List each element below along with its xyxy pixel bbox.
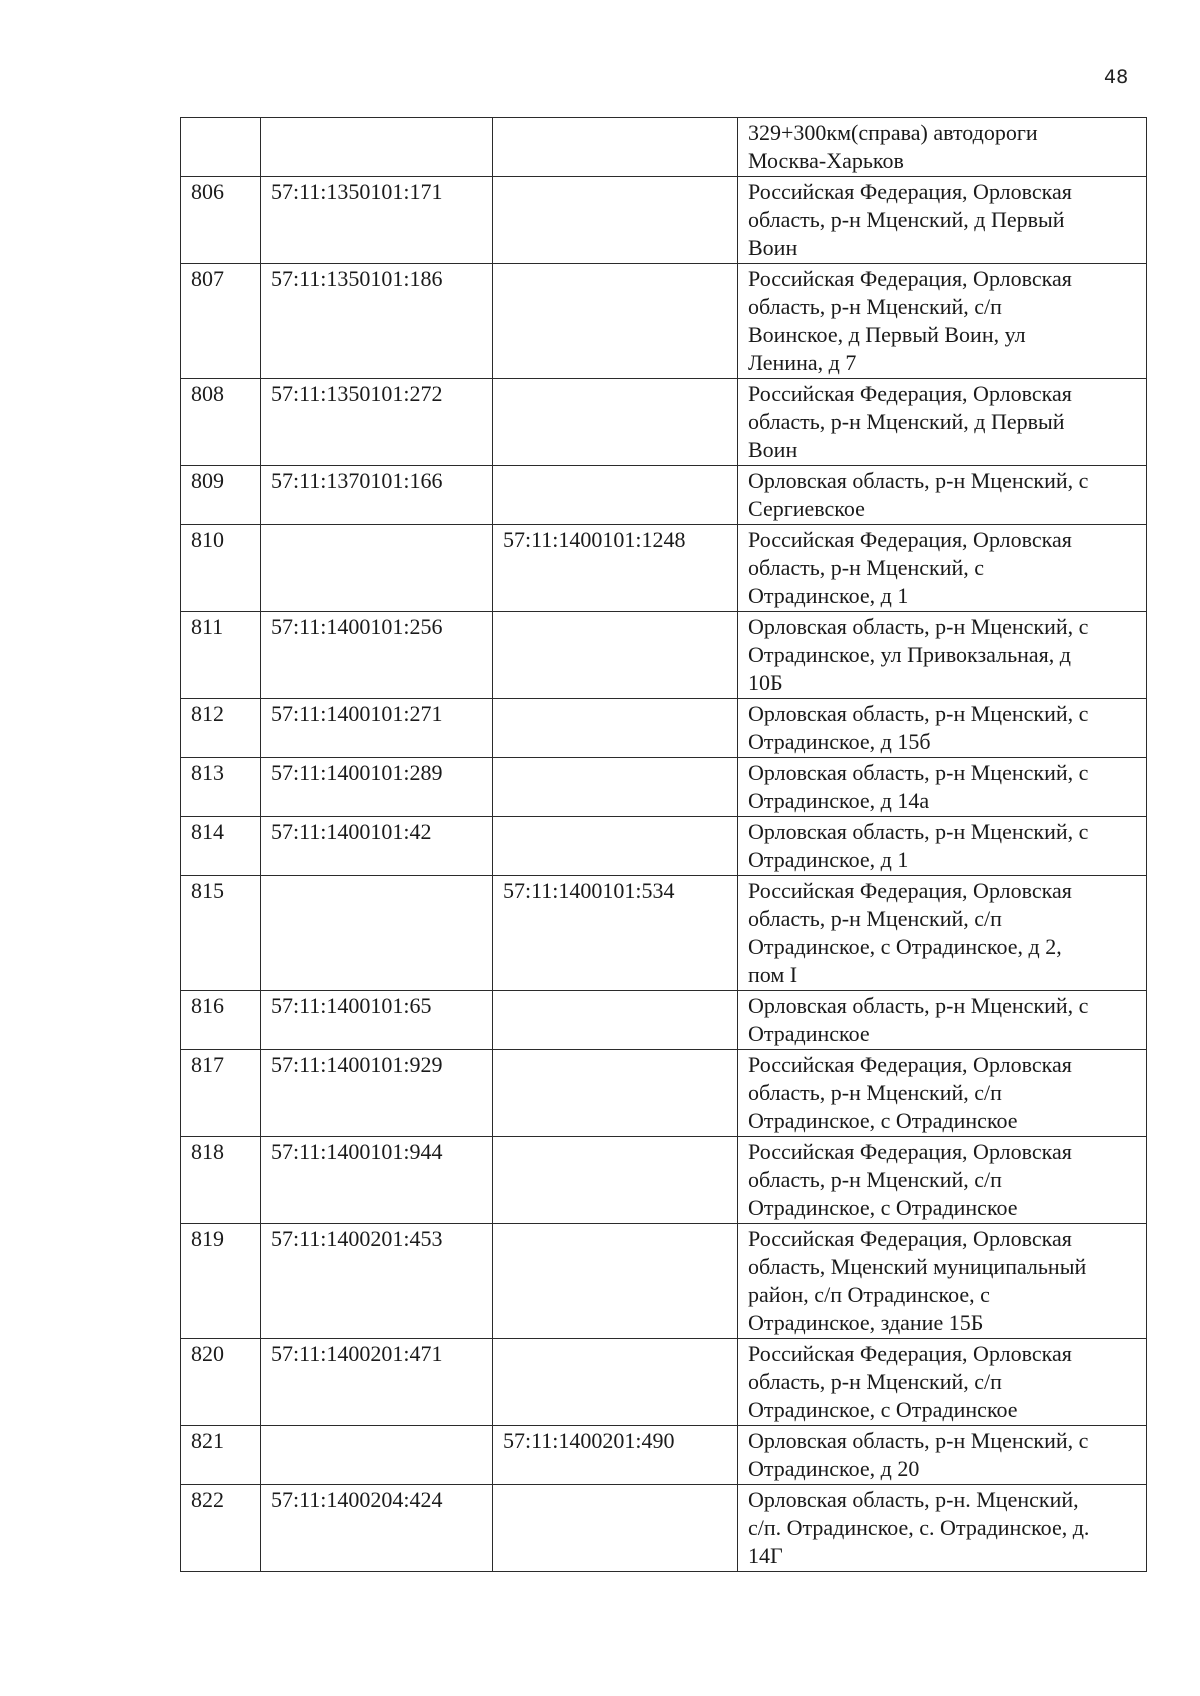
- row-number-cell: 820: [181, 1339, 261, 1426]
- row-number-cell: 818: [181, 1137, 261, 1224]
- row-number-cell: 819: [181, 1224, 261, 1339]
- address-cell: Орловская область, р-н Мценский, с Отрадинское, д 15б: [738, 699, 1147, 758]
- row-number-cell: [181, 118, 261, 177]
- row-number-cell: 815: [181, 876, 261, 991]
- cadastral-number-cell: 57:11:1400101:65: [261, 991, 493, 1050]
- address-cell: Российская Федерация, Орловская область, р-н Мценский, с/п Отрадинское, с Отрадинское: [738, 1339, 1147, 1426]
- cadastral-number-cell: 57:11:1400101:929: [261, 1050, 493, 1137]
- row-number-cell: 811: [181, 612, 261, 699]
- linked-cadastral-number-cell: [493, 1224, 738, 1339]
- cadastral-number-cell: 57:11:1400204:424: [261, 1485, 493, 1572]
- linked-cadastral-number-cell: [493, 991, 738, 1050]
- linked-cadastral-number-cell: 57:11:1400101:534: [493, 876, 738, 991]
- address-cell: Российская Федерация, Орловская область, р-н Мценский, с/п Отрадинское, с Отрадинское, д 2, пом I: [738, 876, 1147, 991]
- cadastral-number-cell: 57:11:1350101:171: [261, 177, 493, 264]
- row-number-cell: 814: [181, 817, 261, 876]
- row-number-cell: 806: [181, 177, 261, 264]
- row-number-cell: 808: [181, 379, 261, 466]
- address-cell: Российская Федерация, Орловская область, р-н Мценский, с Отрадинское, д 1: [738, 525, 1147, 612]
- table-row: [181, 1426, 1147, 1485]
- table-row: [181, 1485, 1147, 1572]
- address-cell: Российская Федерация, Орловская область, Мценский муниципальный район, с/п Отрадинское, с Отрадинское, здание 15Б: [738, 1224, 1147, 1339]
- table-row: [181, 466, 1147, 525]
- linked-cadastral-number-cell: 57:11:1400101:1248: [493, 525, 738, 612]
- table-row: [181, 379, 1147, 466]
- table-row: [181, 1224, 1147, 1339]
- linked-cadastral-number-cell: [493, 758, 738, 817]
- table-row: [181, 876, 1147, 991]
- address-cell: Орловская область, р-н Мценский, с Отрадинское, д 14а: [738, 758, 1147, 817]
- cadastral-number-cell: [261, 118, 493, 177]
- table-row: [181, 118, 1147, 177]
- cadastral-number-cell: 57:11:1400201:453: [261, 1224, 493, 1339]
- linked-cadastral-number-cell: [493, 817, 738, 876]
- row-number-cell: 810: [181, 525, 261, 612]
- linked-cadastral-number-cell: [493, 1050, 738, 1137]
- cadastral-number-cell: 57:11:1350101:272: [261, 379, 493, 466]
- registry-table: [180, 117, 1147, 1572]
- row-number-cell: 807: [181, 264, 261, 379]
- linked-cadastral-number-cell: [493, 699, 738, 758]
- linked-cadastral-number-cell: [493, 379, 738, 466]
- table-row: [181, 699, 1147, 758]
- linked-cadastral-number-cell: 57:11:1400201:490: [493, 1426, 738, 1485]
- address-cell: 329+300км(справа) автодороги Москва-Харьков: [738, 118, 1147, 177]
- linked-cadastral-number-cell: [493, 1137, 738, 1224]
- page-number: 48: [1104, 66, 1129, 88]
- cadastral-number-cell: [261, 876, 493, 991]
- address-cell: Российская Федерация, Орловская область, р-н Мценский, с/п Отрадинское, с Отрадинское: [738, 1050, 1147, 1137]
- address-cell: Российская Федерация, Орловская область, р-н Мценский, с/п Воинское, д Первый Воин, ул Ленина, д 7: [738, 264, 1147, 379]
- address-cell: Орловская область, р-н Мценский, с Отрадинское: [738, 991, 1147, 1050]
- table-row: [181, 264, 1147, 379]
- row-number-cell: 809: [181, 466, 261, 525]
- address-cell: Российская Федерация, Орловская область, р-н Мценский, д Первый Воин: [738, 177, 1147, 264]
- address-cell: Орловская область, р-н Мценский, с Отрадинское, д 20: [738, 1426, 1147, 1485]
- cadastral-number-cell: 57:11:1400101:289: [261, 758, 493, 817]
- table-row: [181, 991, 1147, 1050]
- linked-cadastral-number-cell: [493, 177, 738, 264]
- address-cell: Орловская область, р-н Мценский, с Сергиевское: [738, 466, 1147, 525]
- table-row: [181, 612, 1147, 699]
- table-row: [181, 1339, 1147, 1426]
- address-cell: Орловская область, р-н Мценский, с Отрадинское, д 1: [738, 817, 1147, 876]
- row-number-cell: 816: [181, 991, 261, 1050]
- table-row: [181, 1137, 1147, 1224]
- address-cell: Российская Федерация, Орловская область, р-н Мценский, д Первый Воин: [738, 379, 1147, 466]
- linked-cadastral-number-cell: [493, 1485, 738, 1572]
- row-number-cell: 817: [181, 1050, 261, 1137]
- table-row: [181, 177, 1147, 264]
- cadastral-number-cell: 57:11:1400101:944: [261, 1137, 493, 1224]
- address-cell: Российская Федерация, Орловская область, р-н Мценский, с/п Отрадинское, с Отрадинское: [738, 1137, 1147, 1224]
- cadastral-number-cell: 57:11:1350101:186: [261, 264, 493, 379]
- linked-cadastral-number-cell: [493, 466, 738, 525]
- row-number-cell: 821: [181, 1426, 261, 1485]
- cadastral-number-cell: 57:11:1400101:256: [261, 612, 493, 699]
- table-row: [181, 1050, 1147, 1137]
- table-row: [181, 817, 1147, 876]
- address-cell: Орловская область, р-н. Мценский, с/п. Отрадинское, с. Отрадинское, д. 14Г: [738, 1485, 1147, 1572]
- linked-cadastral-number-cell: [493, 1339, 738, 1426]
- row-number-cell: 812: [181, 699, 261, 758]
- cadastral-number-cell: [261, 525, 493, 612]
- address-cell: Орловская область, р-н Мценский, с Отрадинское, ул Привокзальная, д 10Б: [738, 612, 1147, 699]
- linked-cadastral-number-cell: [493, 118, 738, 177]
- cadastral-number-cell: 57:11:1400101:271: [261, 699, 493, 758]
- cadastral-number-cell: 57:11:1370101:166: [261, 466, 493, 525]
- table-row: [181, 525, 1147, 612]
- table-row: [181, 758, 1147, 817]
- cadastral-number-cell: 57:11:1400201:471: [261, 1339, 493, 1426]
- cadastral-number-cell: 57:11:1400101:42: [261, 817, 493, 876]
- cadastral-number-cell: [261, 1426, 493, 1485]
- linked-cadastral-number-cell: [493, 612, 738, 699]
- linked-cadastral-number-cell: [493, 264, 738, 379]
- registry-table-body: [181, 118, 1147, 1572]
- row-number-cell: 813: [181, 758, 261, 817]
- row-number-cell: 822: [181, 1485, 261, 1572]
